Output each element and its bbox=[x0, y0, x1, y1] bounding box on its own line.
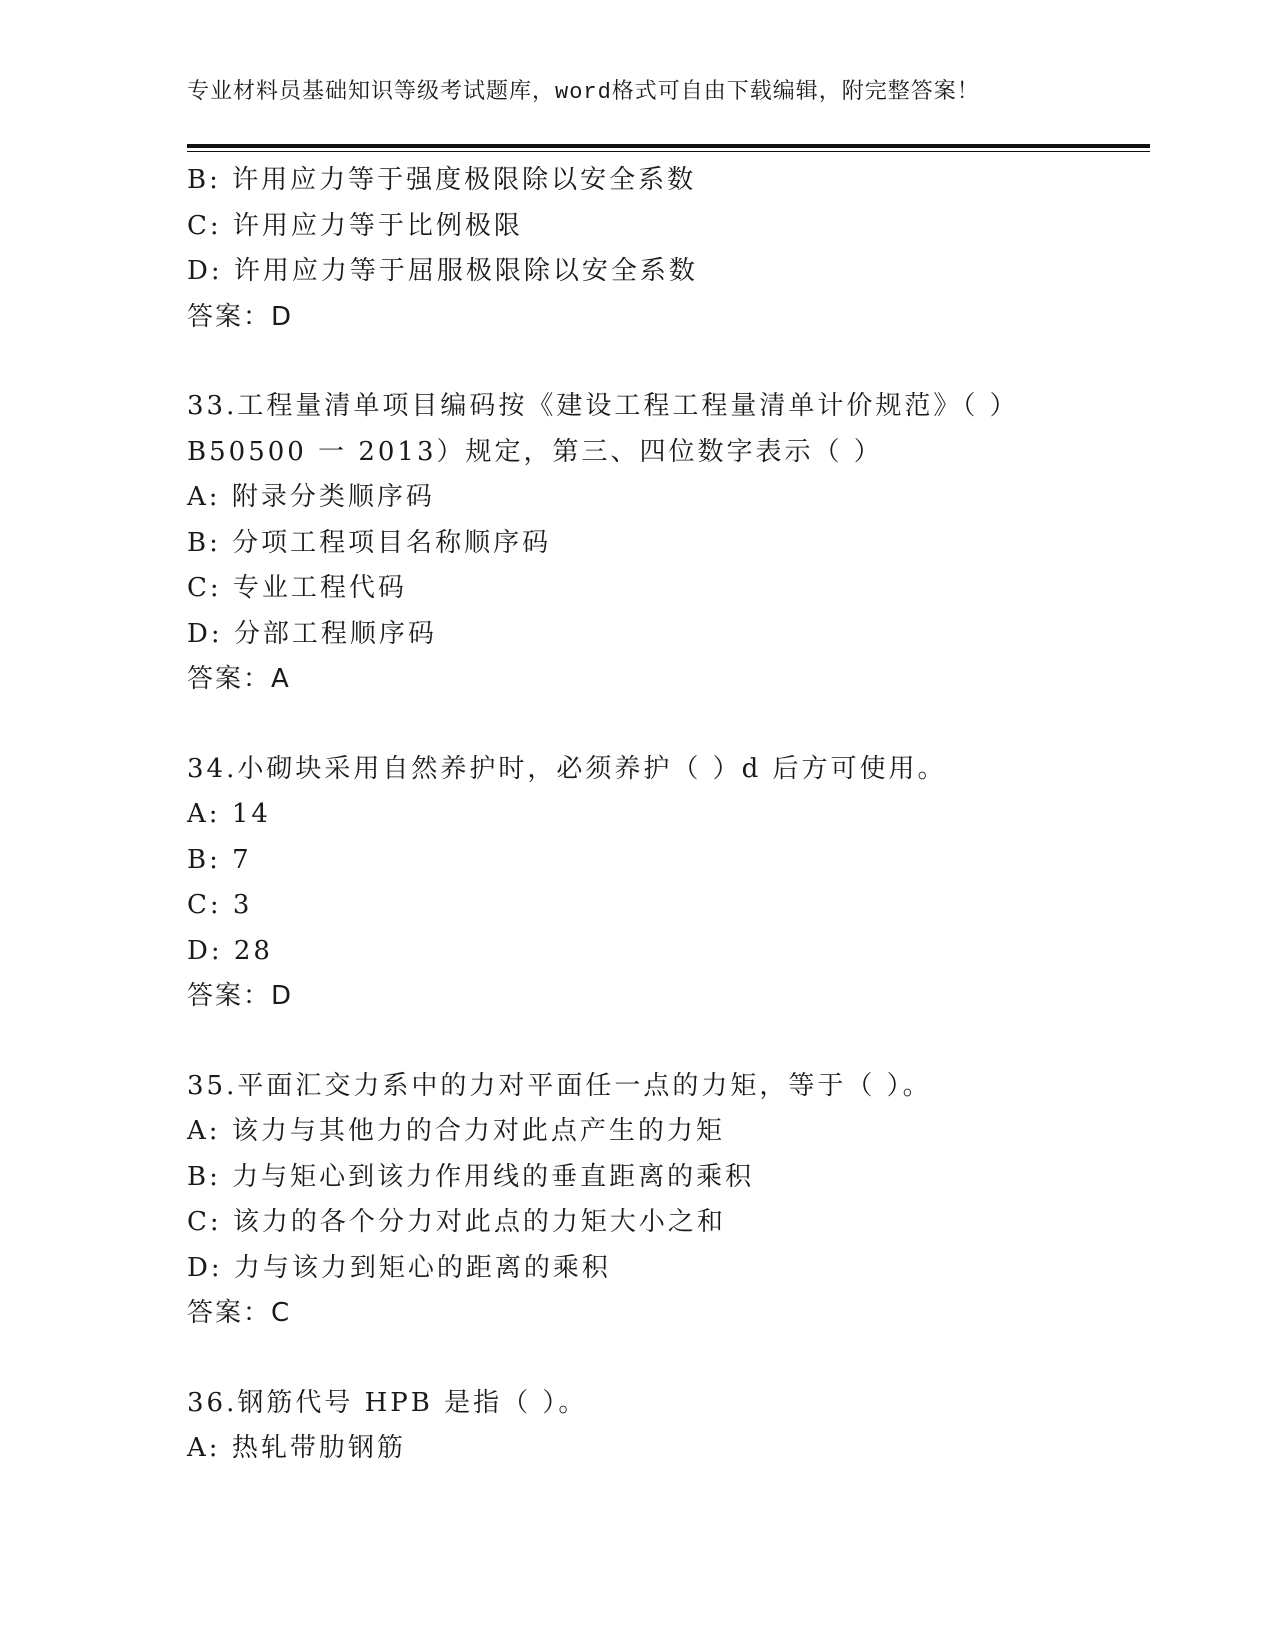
option-text: 该力与其他力的合力对此点产生的力矩 bbox=[231, 1116, 725, 1146]
spacer bbox=[187, 340, 1150, 384]
question-33 bbox=[187, 384, 1150, 703]
option-line bbox=[187, 566, 1150, 612]
option-line bbox=[187, 1426, 1150, 1472]
option-line bbox=[187, 1155, 1150, 1201]
option-text: 专业工程代码 bbox=[232, 573, 407, 603]
option-text: 分部工程顺序码 bbox=[233, 618, 437, 649]
option-text: 热轧带肋钢筋 bbox=[231, 1433, 406, 1463]
question-36 bbox=[187, 1381, 1150, 1472]
prev-question bbox=[187, 158, 1150, 340]
option-label: C: bbox=[187, 210, 222, 241]
option-text: 7 bbox=[232, 844, 252, 875]
option-text: 该力的各个分力对此点的力矩大小之和 bbox=[232, 1207, 726, 1237]
option-line bbox=[187, 1109, 1150, 1155]
option-label: C: bbox=[187, 573, 222, 603]
option-line bbox=[187, 792, 1150, 838]
option-label: B: bbox=[187, 1161, 221, 1192]
answer-line: 答案：A bbox=[187, 664, 291, 694]
option-line bbox=[187, 475, 1150, 521]
option-label: B: bbox=[187, 844, 221, 875]
answer-line: 答案：D bbox=[187, 301, 294, 332]
option-label: C: bbox=[187, 890, 222, 920]
option-line bbox=[187, 521, 1150, 567]
question-34 bbox=[187, 747, 1150, 1020]
header-rule-thin bbox=[187, 151, 1150, 152]
question-content bbox=[187, 158, 1150, 1472]
option-label: D: bbox=[187, 256, 223, 286]
question-stem: 34.小砌块采用自然养护时，必须养护（ ）d 后方可使用。 bbox=[187, 753, 947, 784]
question-stem: 36.钢筋代号 HPB 是指（ ）。 bbox=[187, 1387, 588, 1418]
option-label: D: bbox=[187, 618, 223, 649]
option-text: 许用应力等于屈服极限除以安全系数 bbox=[233, 256, 698, 286]
option-label: C: bbox=[187, 1207, 222, 1237]
option-label: A: bbox=[187, 482, 221, 512]
option-text: 3 bbox=[232, 890, 253, 920]
option-text: 许用应力等于强度极限除以安全系数 bbox=[232, 165, 697, 195]
option-label: D: bbox=[187, 1252, 223, 1283]
option-label: B: bbox=[187, 165, 221, 195]
option-label: B: bbox=[187, 527, 221, 558]
option-line bbox=[187, 204, 1150, 250]
option-line bbox=[187, 249, 1150, 295]
answer-line: 答案：D bbox=[187, 981, 294, 1011]
spacer bbox=[187, 703, 1150, 747]
question-stem: 33.工程量清单项目编码按《建设工程工程量清单计价规范》（ ） bbox=[187, 391, 1019, 421]
answer-line: 答案：C bbox=[187, 1298, 292, 1328]
option-text: 力与该力到矩心的距离的乘积 bbox=[233, 1252, 611, 1283]
option-line bbox=[187, 612, 1150, 658]
option-line bbox=[187, 929, 1150, 975]
option-text: 许用应力等于比例极限 bbox=[232, 210, 523, 241]
spacer bbox=[187, 1337, 1150, 1381]
option-label: D: bbox=[187, 935, 223, 966]
option-text: 14 bbox=[231, 799, 271, 829]
question-stem: B50500 一 2013）规定，第三、四位数字表示（ ） bbox=[187, 436, 883, 467]
spacer bbox=[187, 1020, 1150, 1064]
question-35 bbox=[187, 1064, 1150, 1337]
page-header: 专业材料员基础知识等级考试题库，word格式可自由下载编辑，附完整答案！ bbox=[187, 80, 980, 105]
option-text: 28 bbox=[233, 935, 273, 966]
option-text: 分项工程项目名称顺序码 bbox=[232, 527, 552, 558]
option-line bbox=[187, 1200, 1150, 1246]
option-label: A: bbox=[187, 1433, 221, 1463]
header-rule-thick bbox=[187, 144, 1150, 148]
option-label: A: bbox=[187, 1116, 221, 1146]
option-label: A: bbox=[187, 799, 221, 829]
option-line bbox=[187, 838, 1150, 884]
question-stem: 35.平面汇交力系中的力对平面任一点的力矩，等于（ ）。 bbox=[187, 1070, 932, 1101]
option-text: 附录分类顺序码 bbox=[231, 482, 435, 512]
option-line bbox=[187, 883, 1150, 929]
option-line bbox=[187, 158, 1150, 204]
option-text: 力与矩心到该力作用线的垂直距离的乘积 bbox=[232, 1161, 755, 1192]
option-line bbox=[187, 1246, 1150, 1292]
